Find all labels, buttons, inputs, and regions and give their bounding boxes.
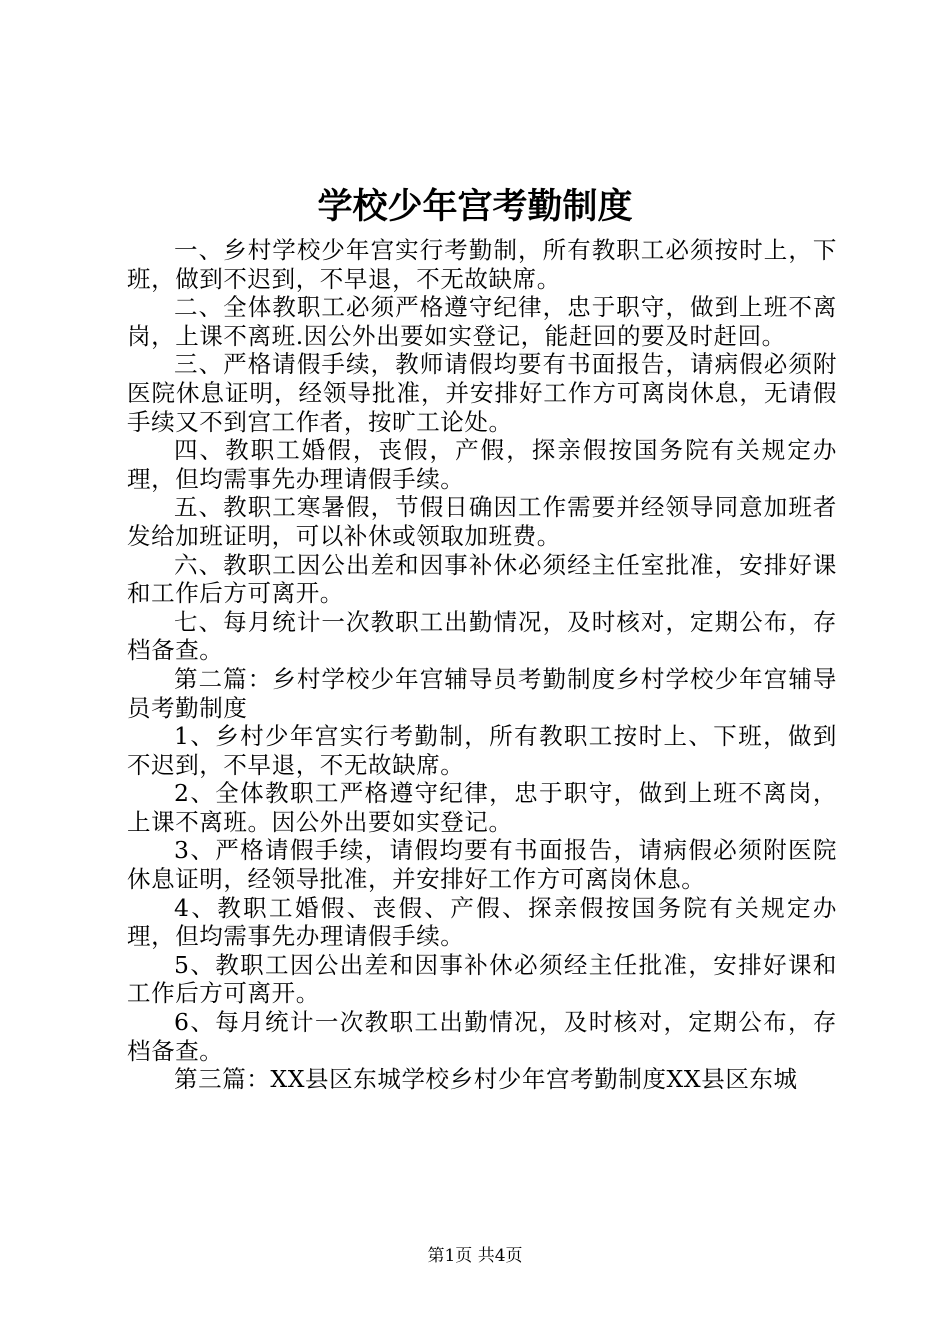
document-title: 学校少年宫考勤制度 bbox=[317, 186, 633, 227]
paragraph-3: 三、严格请假手续，教师请假均要有书面报告，请病假必须附医院休息证明，经领导批准，并安排好工作方可离岗休息，无请假手续又不到宫工作者，按旷工论处。 bbox=[127, 350, 837, 436]
paragraph-9: 2、全体教职工严格遵守纪律，忠于职守，做到上班不离岗，上课不离班。因公外出要如实登记。 bbox=[127, 779, 837, 836]
paragraph-1: 一、乡村学校少年宫实行考勤制，所有教职工必须按时上，下班，做到不迟到，不早退，不无故缺席。 bbox=[127, 236, 837, 293]
paragraph-5: 五、教职工寒暑假，节假日确因工作需要并经领导同意加班者发给加班证明，可以补休或领取加班费。 bbox=[127, 493, 837, 550]
paragraph-2: 二、全体教职工必须严格遵守纪律，忠于职守，做到上班不离岗，上课不离班.因公外出要如实登记，能赶回的要及时赶回。 bbox=[127, 293, 837, 350]
paragraph-6: 六、教职工因公出差和因事补休必须经主任室批准，安排好课和工作后方可离开。 bbox=[127, 550, 837, 608]
paragraph-13: 6、每月统计一次教职工出勤情况，及时核对，定期公布，存档备查。 bbox=[127, 1008, 837, 1065]
paragraph-4: 四、教职工婚假，丧假，产假，探亲假按国务院有关规定办理，但均需事先办理请假手续。 bbox=[127, 436, 837, 493]
section-heading-2: 第二篇：乡村学校少年宫辅导员考勤制度乡村学校少年宫辅导员考勤制度 bbox=[127, 664, 837, 722]
paragraph-8: 1、乡村少年宫实行考勤制，所有教职工按时上、下班，做到不迟到，不早退，不无故缺席。 bbox=[127, 722, 837, 779]
paragraph-12: 5、教职工因公出差和因事补休必须经主任批准，安排好课和工作后方可离开。 bbox=[127, 950, 837, 1008]
document-body bbox=[127, 236, 837, 1094]
paragraph-7: 七、每月统计一次教职工出勤情况，及时核对，定期公布，存档备查。 bbox=[127, 607, 837, 665]
section-heading-3: 第三篇：XX县区东城学校乡村少年宫考勤制度XX县区东城 bbox=[174, 1065, 798, 1094]
page-number: 第1页 共4页 bbox=[427, 1246, 523, 1266]
paragraph-11: 4、教职工婚假、丧假、产假、探亲假按国务院有关规定办理，但均需事先办理请假手续。 bbox=[127, 893, 837, 951]
paragraph-10: 3、严格请假手续，请假均要有书面报告，请病假必须附医院休息证明，经领导批准，并安排好工作方可离岗休息。 bbox=[127, 836, 837, 894]
